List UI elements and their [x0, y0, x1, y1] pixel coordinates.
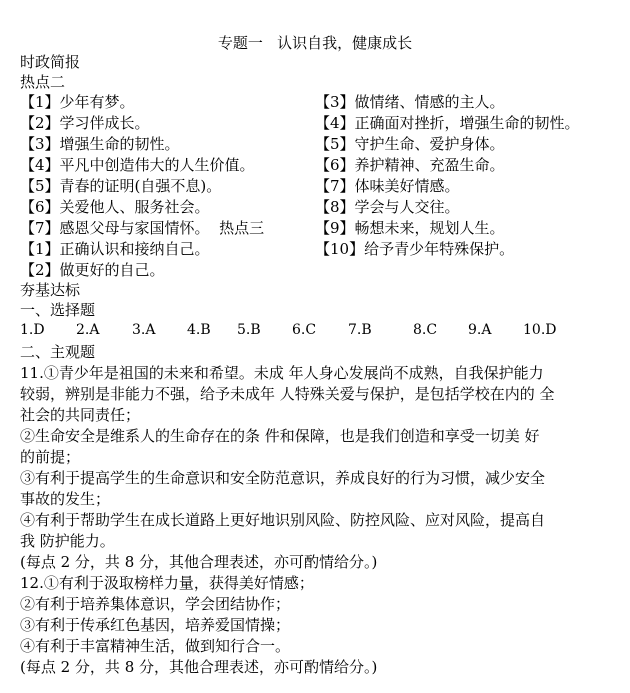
answer-line: 我 防护能力。 [20, 532, 115, 550]
right-item: 【10】给予青少年特殊保护。 [315, 240, 515, 258]
left-item: 【3】增强生命的韧性。 [20, 135, 180, 153]
page-title: 专题一 认识自我，健康成长 [217, 34, 413, 52]
choice-answer: 1.D [20, 322, 45, 338]
choice-answer: 5.B [237, 322, 261, 338]
left-item: 【7】感恩父母与家国情怀。 热点三 [20, 219, 265, 237]
left-item: 【2】做更好的自己。 [20, 261, 165, 279]
answer-line: ③有利于提高学生的生命意识和安全防范意识，养成良好的行为习惯，减少安全 [20, 469, 546, 487]
choice-answer: 2.A [76, 322, 100, 338]
left-item: 【6】关爱他人、服务社会。 [20, 198, 210, 216]
scoring-note: (每点 2 分，共 8 分，其他合理表述，亦可酌情给分。) [20, 658, 378, 676]
choice-answer: 9.A [468, 322, 492, 338]
choice-answer: 4.B [187, 322, 211, 338]
choice-answer: 10.D [523, 322, 557, 338]
choice-heading: 一、选择题 [20, 301, 96, 319]
answer-line: ④有利于丰富精神生活，做到知行合一。 [20, 637, 291, 655]
right-item: 【3】做情绪、情感的主人。 [315, 93, 505, 111]
subjective-heading: 二、主观题 [20, 343, 96, 361]
right-item: 【8】学会与人交往。 [315, 198, 460, 216]
hotspot-2-heading: 热点二 [20, 73, 66, 91]
left-item: 【5】青春的证明(自强不息)。 [20, 177, 222, 195]
answer-line: ②生命安全是维系人的生命存在的条 件和保障，也是我们创造和享受一切美 好 [20, 427, 540, 445]
left-item: 【4】平凡中创造伟大的人生价值。 [20, 156, 255, 174]
right-item: 【9】畅想未来，规划人生。 [315, 219, 505, 237]
answer-line: 事故的发生； [20, 490, 111, 508]
right-item: 【4】正确面对挫折，增强生命的韧性。 [315, 114, 580, 132]
right-item: 【7】体味美好情感。 [315, 177, 460, 195]
choice-answer: 8.C [413, 322, 438, 338]
section-news-heading: 时政简报 [20, 53, 81, 71]
choice-answer: 6.C [292, 322, 317, 338]
answer-line: 11.①青少年是祖国的未来和希望。未成 年人身心发展尚不成熟，自我保护能力 [20, 364, 544, 382]
scoring-note: (每点 2 分，共 8 分，其他合理表述，亦可酌情给分。) [20, 553, 378, 571]
left-item: 【1】正确认识和接纳自己。 [20, 240, 210, 258]
answer-line: ③有利于传承红色基因，培养爱国情操； [20, 616, 291, 634]
left-item: 【2】学习伴成长。 [20, 114, 150, 132]
answer-line: ④有利于帮助学生在成长道路上更好地识别风险、防控风险、应对风险，提高自 [20, 511, 546, 529]
answer-line: 较弱，辨别是非能力不强，给予未成年 人特殊关爱与保护，是包括学校在内的 全 [20, 385, 555, 403]
left-item: 【1】少年有梦。 [20, 93, 135, 111]
right-item: 【6】养护精神、充盈生命。 [315, 156, 505, 174]
answer-line: 12.①有利于汲取榜样力量，获得美好情感； [20, 574, 314, 592]
answer-line: 的前提； [20, 448, 81, 466]
right-item: 【5】守护生命、爱护身体。 [315, 135, 505, 153]
foundation-heading: 夯基达标 [20, 281, 81, 299]
answer-line: ②有利于培养集体意识，学会团结协作； [20, 595, 291, 613]
choice-answer: 3.A [132, 322, 156, 338]
answer-line: 社会的共同责任； [20, 406, 141, 424]
choice-answer: 7.B [348, 322, 372, 338]
